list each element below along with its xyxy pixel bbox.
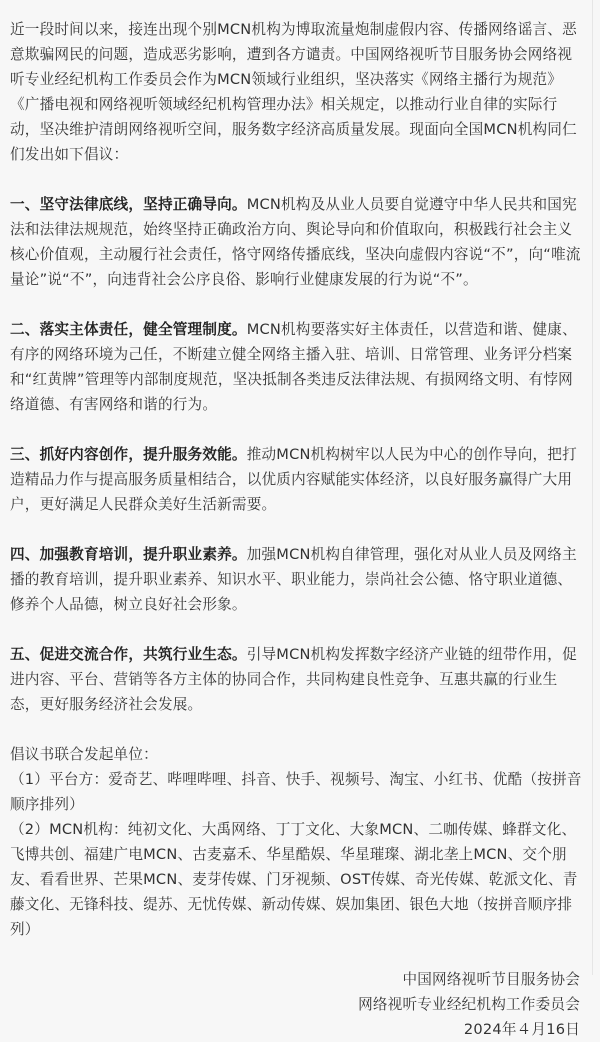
spacer: [10, 167, 582, 192]
section-1-heading: 一、坚守法律底线，坚持正确导向。: [10, 196, 247, 213]
signature-date: 2024年４月16日: [463, 1021, 580, 1038]
section-5: [10, 642, 582, 717]
section-4-heading: 四、加强教育培训，提升职业素养。: [10, 546, 247, 563]
section-2-body: MCN机构要落实好主体责任，以营造和谐、健康、有序的网络环境为己任，不断建立健全网络主播入驻、培训、日常管理、业务评分档案和“红黄牌”管理等内部制度规范，坚决抵制各类违反法律法规、有损网络文明、有悖网络道德、有害网络和谐的行为。: [10, 321, 577, 413]
signature-org: 中国网络视听节目服务协会: [402, 971, 580, 988]
section-2-heading: 二、落实主体责任，健全管理制度。: [10, 321, 247, 338]
initiators-mcn: （2）MCN机构：纯初文化、大禹网络、丁丁文化、大象MCN、二咖传媒、蜂群文化、飞博共创、福建广电MCN、古麦嘉禾、华星酷娱、华星璀璨、湖北垄上MCN、交个朋友、看看世界、芒果MCN、麦芽传媒、门牙视频、OST传媒、奇光传媒、乾派文化、青藤文化、无锋科技、缇苏、无忧传媒、新动传媒、娱加集团、银色大地（按拼音顺序排列）: [10, 821, 578, 938]
intro-paragraph: 近一段时间以来，接连出现个别MCN机构为博取流量炮制虚假内容、传播网络谣言、恶意欺骗网民的问题，造成恶劣影响，遭到各方谴责。中国网络视听节目服务协会网络视听专业经纪机构工作委员会作为MCN领域行业组织，坚决落实《网络主播行为规范》《广播电视和网络视听领域经纪机构管理办法》相关规定，以推动行业自律的实际行动，坚决维护清朗网络视听空间，服务数字经济高质量发展。现面向全国MCN机构同仁们发出如下倡议：: [10, 21, 577, 163]
section-5-body: 引导MCN机构发挥数字经济产业链的纽带作用，促进内容、平台、营销等各方主体的协同合作，共同构建良性竞争、互惠共赢的行业生态，更好服务经济社会发展。: [10, 646, 577, 713]
section-3-heading: 三、抓好内容创作，提升服务效能。: [10, 446, 247, 463]
signature-committee: 网络视听专业经纪机构工作委员会: [358, 996, 580, 1013]
section-1-body: MCN机构及从业人员要自觉遵守中华人民共和国宪法和法律法规规范，始终坚持正确政治方向、舆论导向和价值取向，积极践行社会主义核心价值观，主动履行社会责任，恪守网络传播底线，坚决向虚假内容说“不”，向“唯流量论”说“不”，向违背社会公序良俗、影响行业健康发展的行为说“不”。: [10, 196, 581, 288]
spacer: [10, 292, 582, 317]
section-2: [10, 317, 582, 417]
initiators-title: 倡议书联合发起单位：: [10, 746, 158, 763]
initiators-platforms: （1）平台方：爱奇艺、哔哩哔哩、抖音、快手、视频号、淘宝、小红书、优酷（按拼音顺序排列）: [10, 771, 582, 813]
section-4-body: 加强MCN机构自律管理，强化对从业人员及网络主播的教育培训，提升职业素养、知识水平、职业能力，崇尚社会公德、恪守职业道德、修养个人品德，树立良好社会形象。: [10, 546, 577, 613]
section-1: [10, 192, 582, 292]
spacer: [10, 717, 582, 742]
section-3-body: 推动MCN机构树牢以人民为中心的创作导向，把打造精品力作与提高服务质量相结合，以优质内容赋能实体经济，以良好服务赢得广大用户，更好满足人民群众美好生活新需要。: [10, 446, 577, 513]
section-3: [10, 442, 582, 517]
spacer: [10, 617, 582, 642]
spacer: [10, 417, 582, 442]
section-4: [10, 542, 582, 617]
section-5-heading: 五、促进交流合作，共筑行业生态。: [10, 646, 247, 663]
spacer: [10, 517, 582, 542]
spacer: [10, 942, 582, 967]
